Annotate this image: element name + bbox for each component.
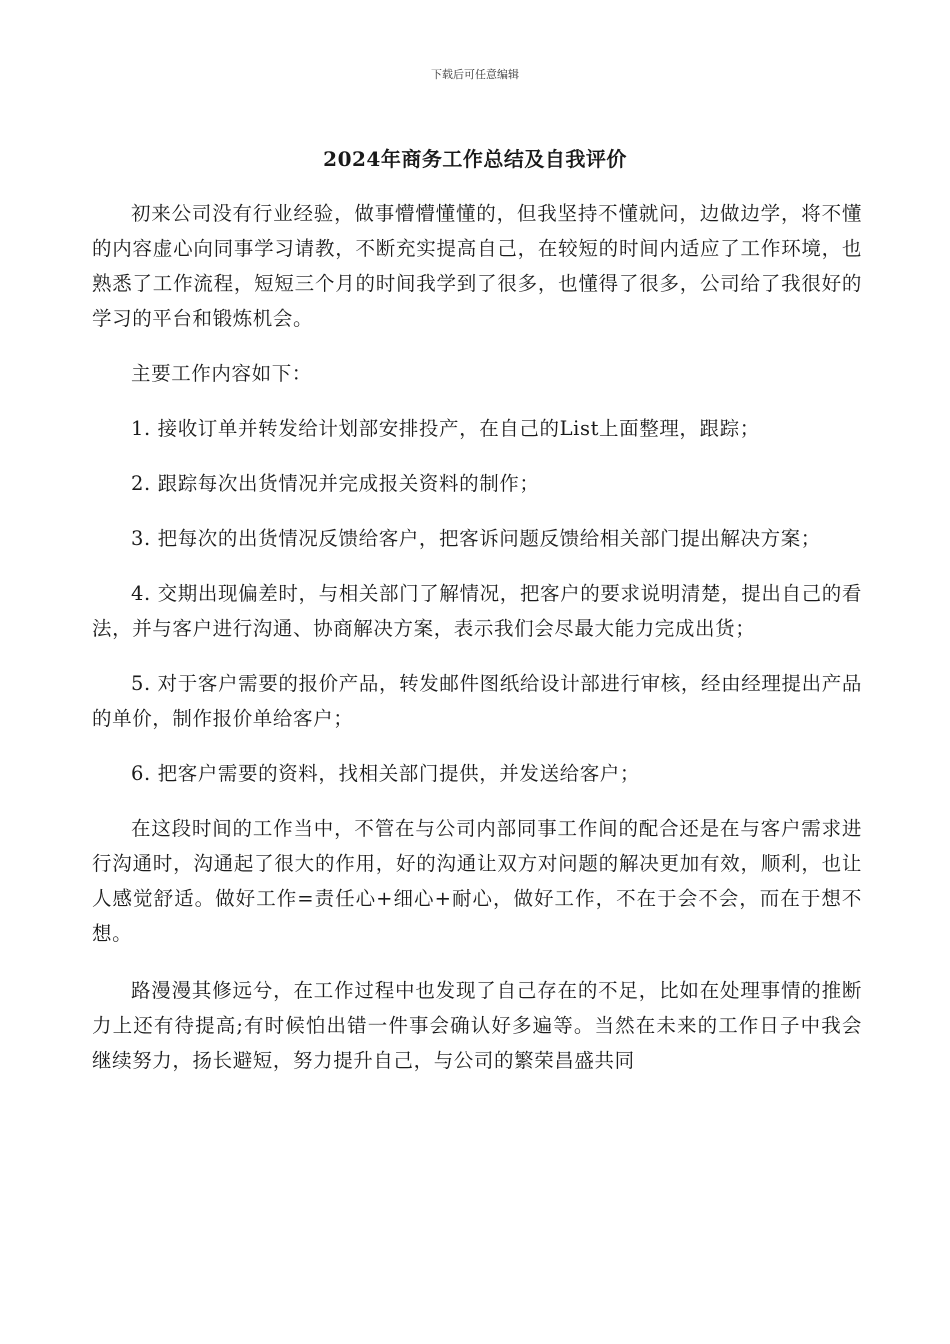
paragraph-self-evaluation: 路漫漫其修远兮，在工作过程中也发现了自己存在的不足，比如在处理事情的推断力上还有待提高;有时候怕出错一件事会确认好多遍等。当然在未来的工作日子中我会继续努力，扬长避短，努力提升自己，与公司的繁荣昌盛共同 [92, 979, 862, 1072]
list-item-4: 4. 交期出现偏差时，与相关部门了解情况，把客户的要求说明清楚，提出自己的看法，并与客户进行沟通、协商解决方案，表示我们会尽最大能力完成出货； [92, 582, 862, 640]
list-item-2: 2. 跟踪每次出货情况并完成报关资料的制作； [131, 472, 540, 495]
list-item-1: 1. 接收订单并转发给计划部安排投产，在自己的List上面整理，跟踪； [131, 417, 760, 440]
header-note: 下载后可任意编辑 [431, 68, 519, 81]
paragraph-communication: 在这段时间的工作当中，不管在与公司内部同事工作间的配合还是在与客户需求进行沟通时，沟通起了很大的作用，好的沟通让双方对问题的解决更加有效，顺利，也让人感觉舒适。做好工作=责任心+细心+耐心，做好工作，不在于会不会，而在于想不想。 [92, 817, 862, 945]
paragraph-intro: 初来公司没有行业经验，做事懵懵懂懂的，但我坚持不懂就问，边做边学，将不懂的内容虚心向同事学习请教，不断充实提高自己，在较短的时间内适应了工作环境，也熟悉了工作流程，短短三个月的时间我学到了很多，也懂得了很多，公司给了我很好的学习的平台和锻炼机会。 [92, 202, 862, 330]
list-item-5: 5. 对于客户需要的报价产品，转发邮件图纸给设计部进行审核，经由经理提出产品的单价，制作报价单给客户； [92, 672, 862, 730]
list-item-3: 3. 把每次的出货情况反馈给客户，把客诉问题反馈给相关部门提出解决方案； [131, 527, 821, 550]
document-body [92, 196, 862, 1078]
document-title: 2024年商务工作总结及自我评价 [323, 147, 627, 171]
paragraph-work-heading: 主要工作内容如下： [131, 362, 312, 385]
list-item-6: 6. 把客户需要的资料，找相关部门提供，并发送给客户； [131, 762, 641, 785]
